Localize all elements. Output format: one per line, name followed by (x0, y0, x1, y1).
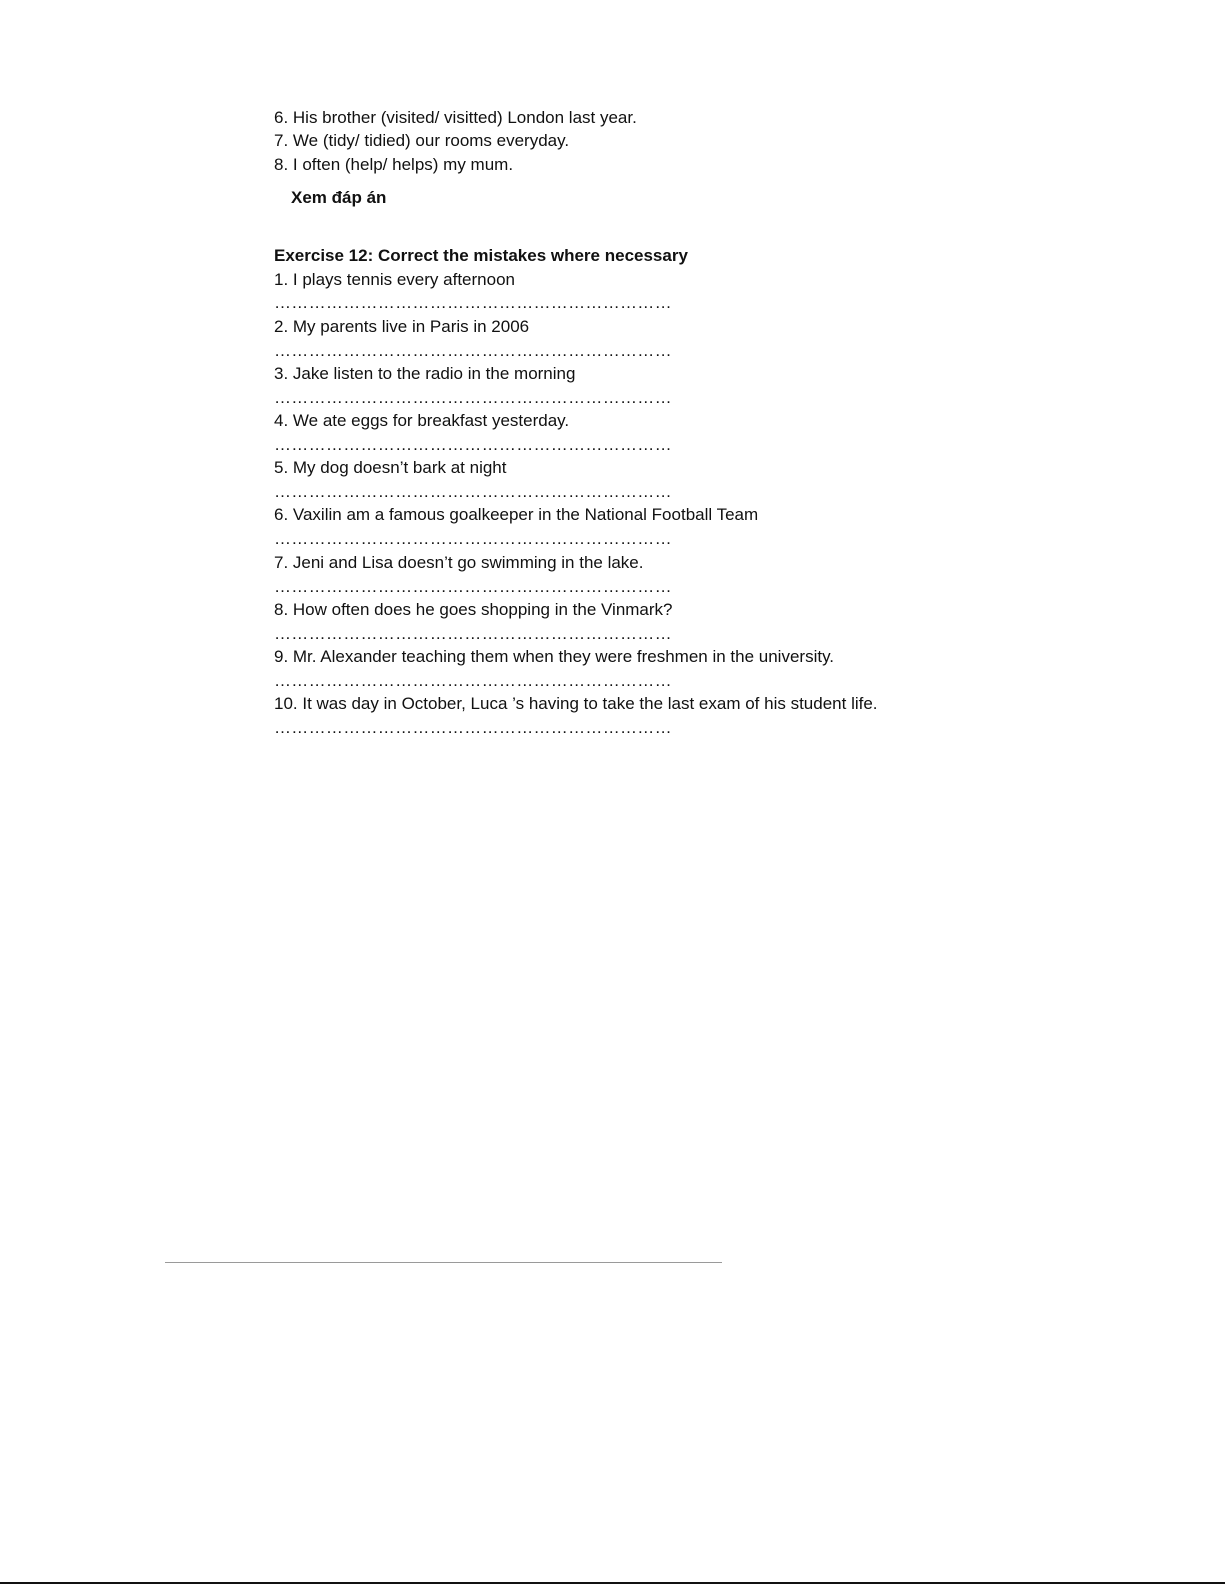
answer-blank-10[interactable]: …………………………………………………………… (274, 718, 672, 737)
exercise-item-4: 4. We ate eggs for breakfast yesterday. (274, 411, 570, 430)
answer-blank-4[interactable]: …………………………………………………………… (274, 435, 672, 454)
exercise-item-5: 5. My dog doesn’t bark at night (274, 458, 507, 477)
answer-blank-9[interactable]: …………………………………………………………… (274, 671, 672, 690)
exercise-item-1: 1. I plays tennis every afternoon (274, 270, 515, 289)
answer-blank-3[interactable]: …………………………………………………………… (274, 388, 672, 407)
answer-blank-8[interactable]: …………………………………………………………… (274, 624, 672, 643)
prev-exercise-item: 6. His brother (visited/ visitted) London last year. (274, 108, 637, 127)
answer-blank-6[interactable]: …………………………………………………………… (274, 529, 672, 548)
answer-blank-1[interactable]: …………………………………………………………… (274, 293, 672, 312)
exercise-item-6: 6. Vaxilin am a famous goalkeeper in the National Football Team (274, 505, 759, 524)
view-answers-link[interactable]: Xem đáp án (291, 188, 387, 207)
answer-blank-7[interactable]: …………………………………………………………… (274, 577, 672, 596)
answer-blank-5[interactable]: …………………………………………………………… (274, 482, 672, 501)
exercise-item-10: 10. It was day in October, Luca ’s having to take the last exam of his student life. (274, 694, 878, 713)
exercise-item-7: 7. Jeni and Lisa doesn’t go swimming in the lake. (274, 553, 644, 572)
answer-blank-2[interactable]: …………………………………………………………… (274, 341, 672, 360)
exercise-item-8: 8. How often does he goes shopping in the Vinmark? (274, 600, 673, 619)
page-bottom-border (0, 1582, 1225, 1584)
footer-divider (165, 1262, 722, 1263)
exercise-title: Exercise 12: Correct the mistakes where necessary (274, 246, 688, 265)
exercise-item-3: 3. Jake listen to the radio in the morning (274, 364, 576, 383)
exercise-item-9: 9. Mr. Alexander teaching them when they were freshmen in the university. (274, 647, 835, 666)
exercise-item-2: 2. My parents live in Paris in 2006 (274, 317, 530, 336)
prev-exercise-item: 7. We (tidy/ tidied) our rooms everyday. (274, 131, 570, 150)
prev-exercise-item: 8. I often (help/ helps) my mum. (274, 155, 514, 174)
